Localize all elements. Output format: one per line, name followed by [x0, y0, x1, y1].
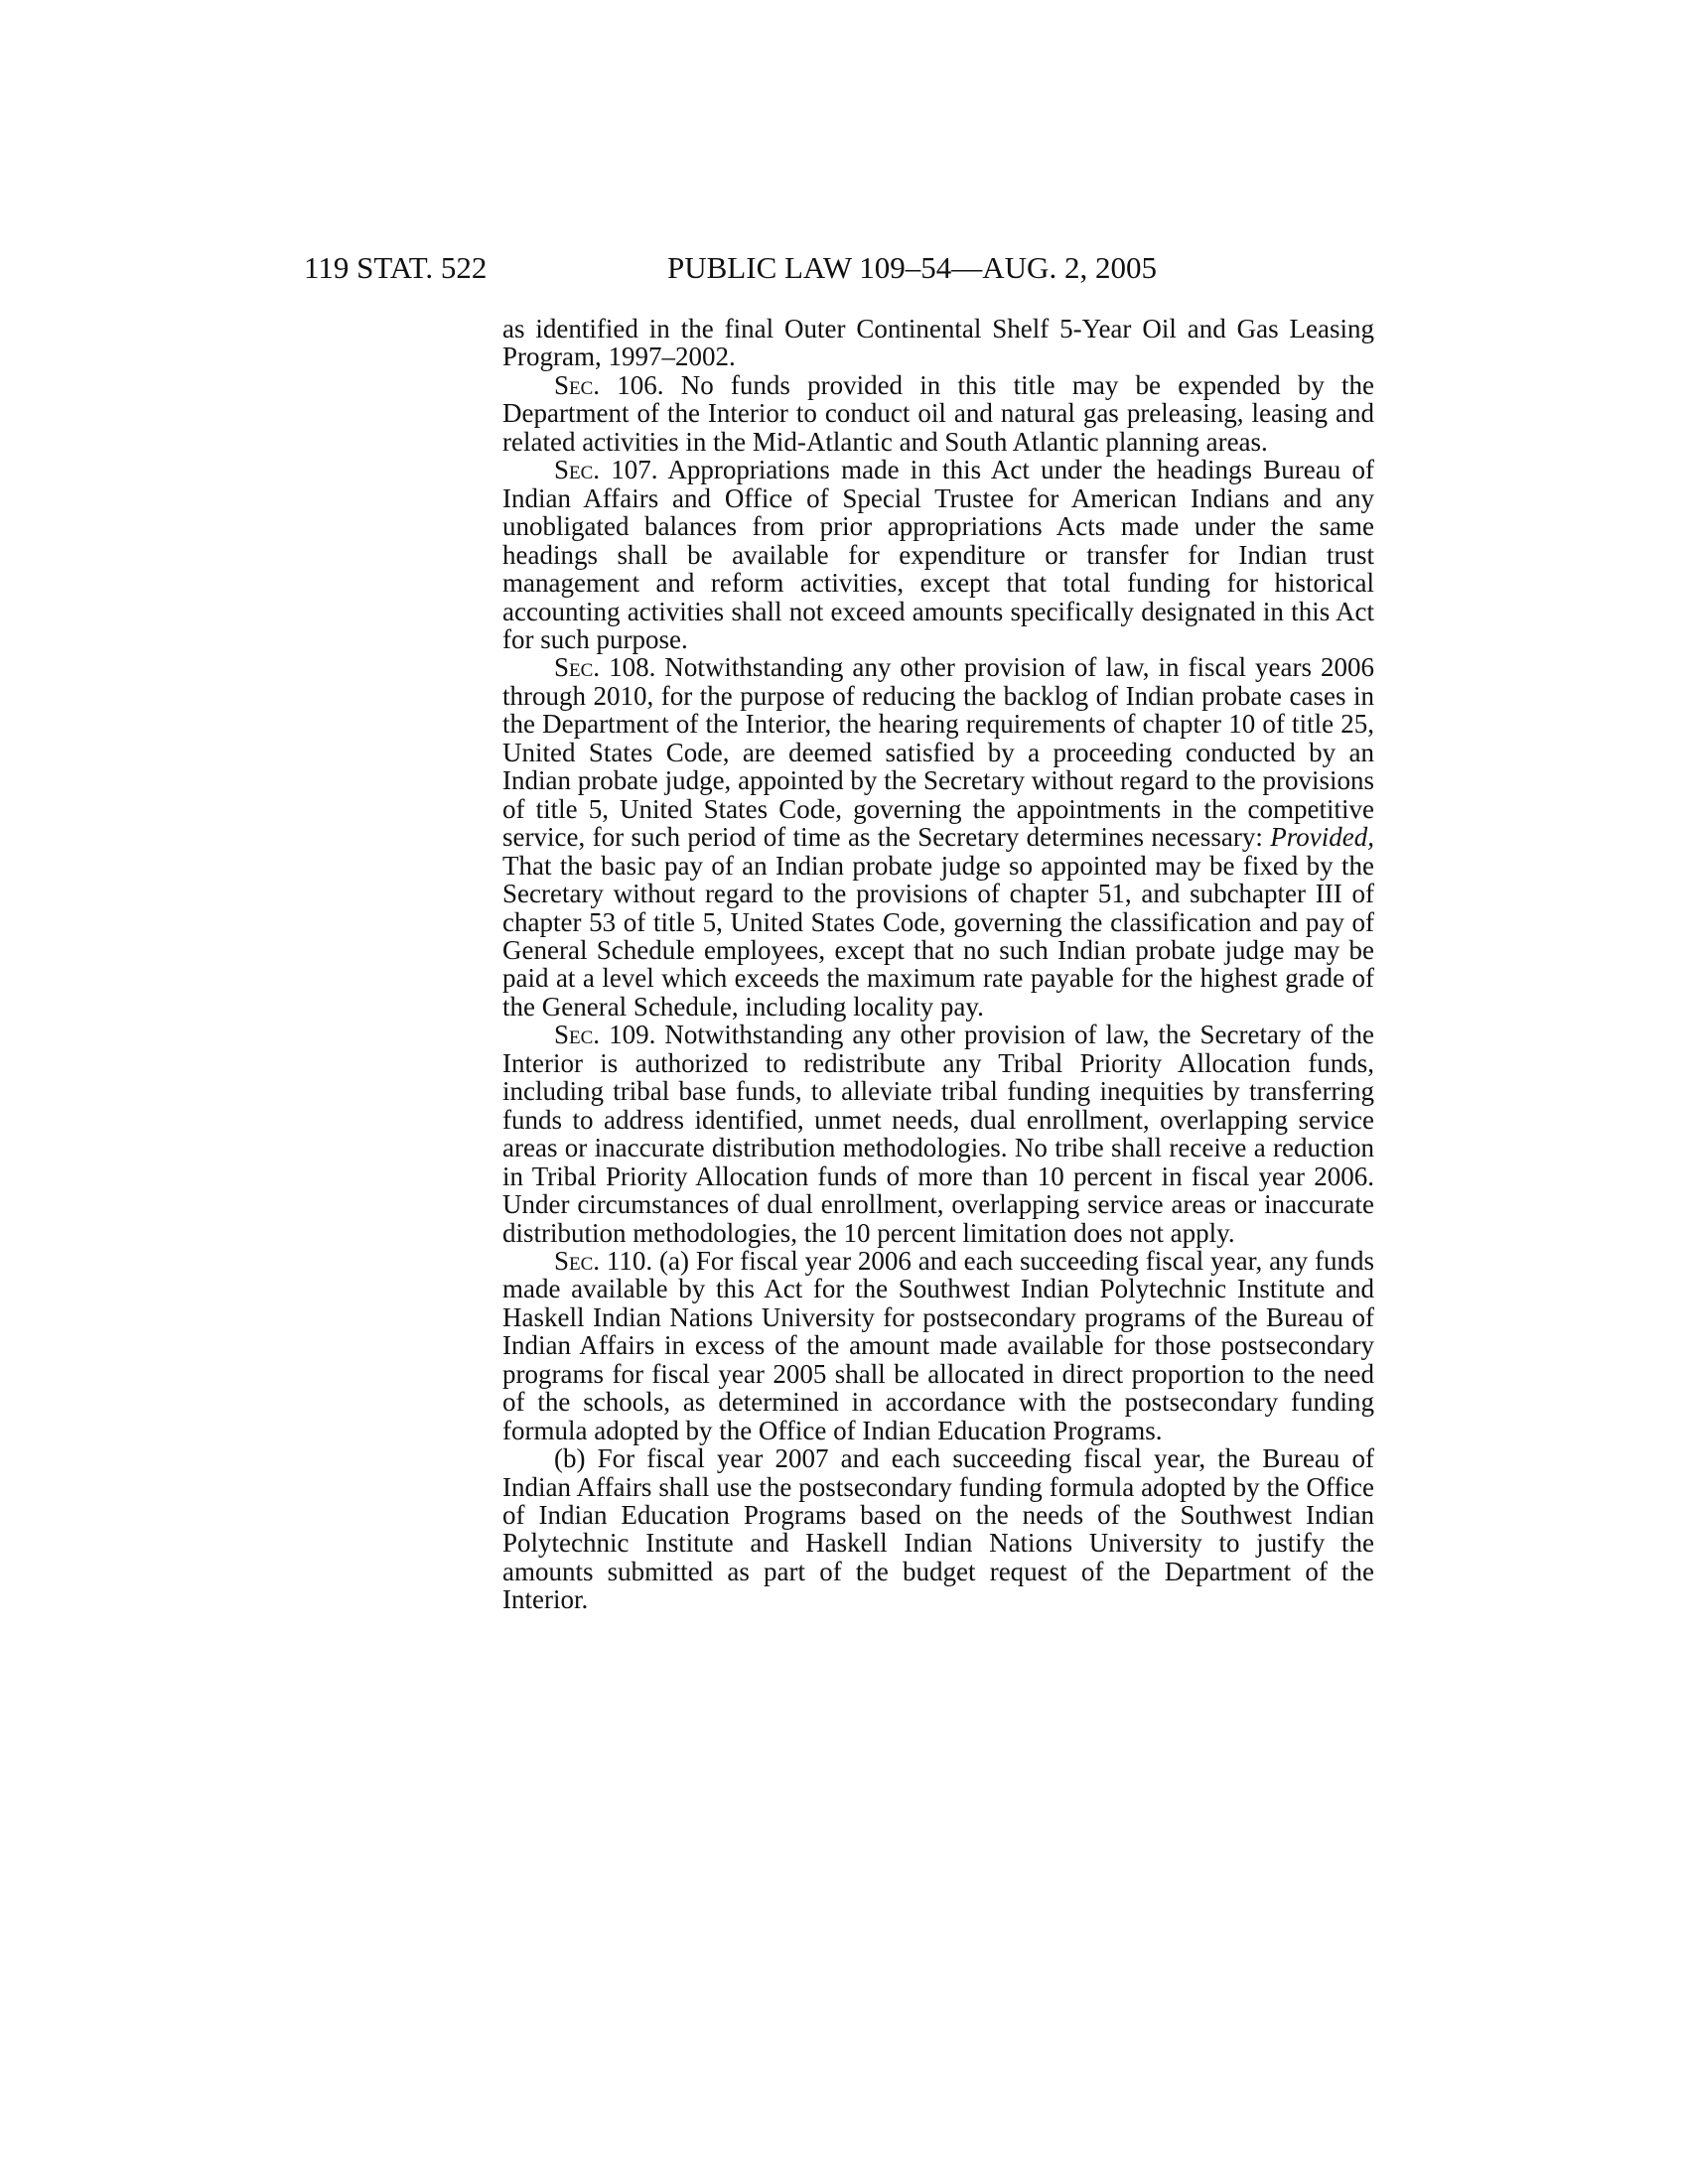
page-header — [0, 246, 1688, 290]
section-109-label: Sec. 109. — [554, 1020, 656, 1050]
section-110-subsection-a: (a) For fiscal year 2006 and each succeeding fiscal year, any funds made available by this Act for the Southwest Indian Polytechnic Institute and Haskell Indian Nations University for postsecondary programs of the Bureau of Indian Affairs in excess of the amount made available for those postsecondary programs for fiscal year 2005 shall be allocated in direct proportion to the need of the schools, as determined in accordance with the postsecondary funding formula adopted by the Office of Indian Education Programs. — [502, 1245, 1374, 1445]
section-108-label: Sec. 108. — [554, 652, 656, 683]
law-text-body — [502, 315, 1374, 1614]
running-head: PUBLIC LAW 109–54—AUG. 2, 2005 — [667, 250, 1157, 285]
section-109-text: Notwithstanding any other provision of law, the Secretary of the Interior is authorized to redistribute any Tribal Priority Allocation funds, including tribal base funds, to alleviate tribal funding inequities by transferring funds to address identified, unmet needs, dual enrollment, overlapping service areas or inaccurate distribution methodologies. No tribe shall receive a reduction in Tribal Priority Allocation funds of more than 10 percent in fiscal year 2006. Under circumstances of dual enrollment, overlapping service areas or inaccurate distribution methodologies, the 10 percent limitation does not apply. — [502, 1020, 1375, 1248]
section-110 — [502, 1247, 1374, 1444]
section-107-label: Sec. 107. — [554, 455, 658, 485]
section-107-text: Appropriations made in this Act under the headings Bureau of Indian Affairs and Office of Special Trustee for American Indians and any unobligated balances from prior appropriations Acts made under the same headings shall be available for expenditure or transfer for Indian trust management and reform activities, except that total funding for historical accounting activities shall not exceed amounts specifically designated in this Act for such purpose. — [502, 455, 1375, 654]
section-106-text: No funds provided in this title may be expended by the Department of the Interior to conduct oil and natural gas preleasing, leasing and related activities in the Mid-Atlantic and South Atlantic planning areas. — [502, 369, 1375, 457]
section-110-subsection-b: (b) For fiscal year 2007 and each succeeding fiscal year, the Bureau of Indian Affairs shall use the postsecondary funding formula adopted by the Office of Indian Education Programs based on the needs of the Southwest Indian Polytechnic Institute and Haskell Indian Nations University to justify the amounts submitted as part of the budget request of the Department of the Interior. — [502, 1443, 1374, 1615]
continued-paragraph: as identified in the final Outer Continental Shelf 5-Year Oil and Gas Leasing Program, 1997–2002. — [502, 314, 1374, 372]
section-107 — [502, 456, 1374, 653]
section-106 — [502, 371, 1374, 456]
section-108-text: Notwithstanding any other provision of law, in fiscal years 2006 through 2010, for the purpose of reducing the backlog of Indian probate cases in the Department of the Interior, the hearing requirements of chapter 10 of title 25, United States Code, are deemed satisfied by a proceeding conducted by an Indian probate judge, appointed by the Secretary without regard to the provisions of title 5, United States Code, governing the appointments in the competitive service, for such period of time as the Secretary determines necessary: — [502, 652, 1374, 853]
section-108-text-continued: That the basic pay of an Indian probate judge so appointed may be fixed by the Secretary without regard to the provisions of chapter 51, and subchapter III of chapter 53 of title 5, United States Code, governing the classification and pay of General Schedule employees, except that no such Indian probate judge may be paid at a level which exceeds the maximum rate payable for the highest grade of the General Schedule, including locality pay. — [502, 850, 1374, 1022]
section-108 — [502, 653, 1374, 1021]
section-106-label: Sec. 106. — [554, 369, 664, 400]
section-109 — [502, 1021, 1374, 1247]
statute-page-reference: 119 STAT. 522 — [304, 250, 488, 285]
section-110-b — [502, 1444, 1374, 1614]
section-108-proviso: Provided, — [1270, 822, 1375, 853]
section-110-label: Sec. 110. — [554, 1245, 653, 1276]
